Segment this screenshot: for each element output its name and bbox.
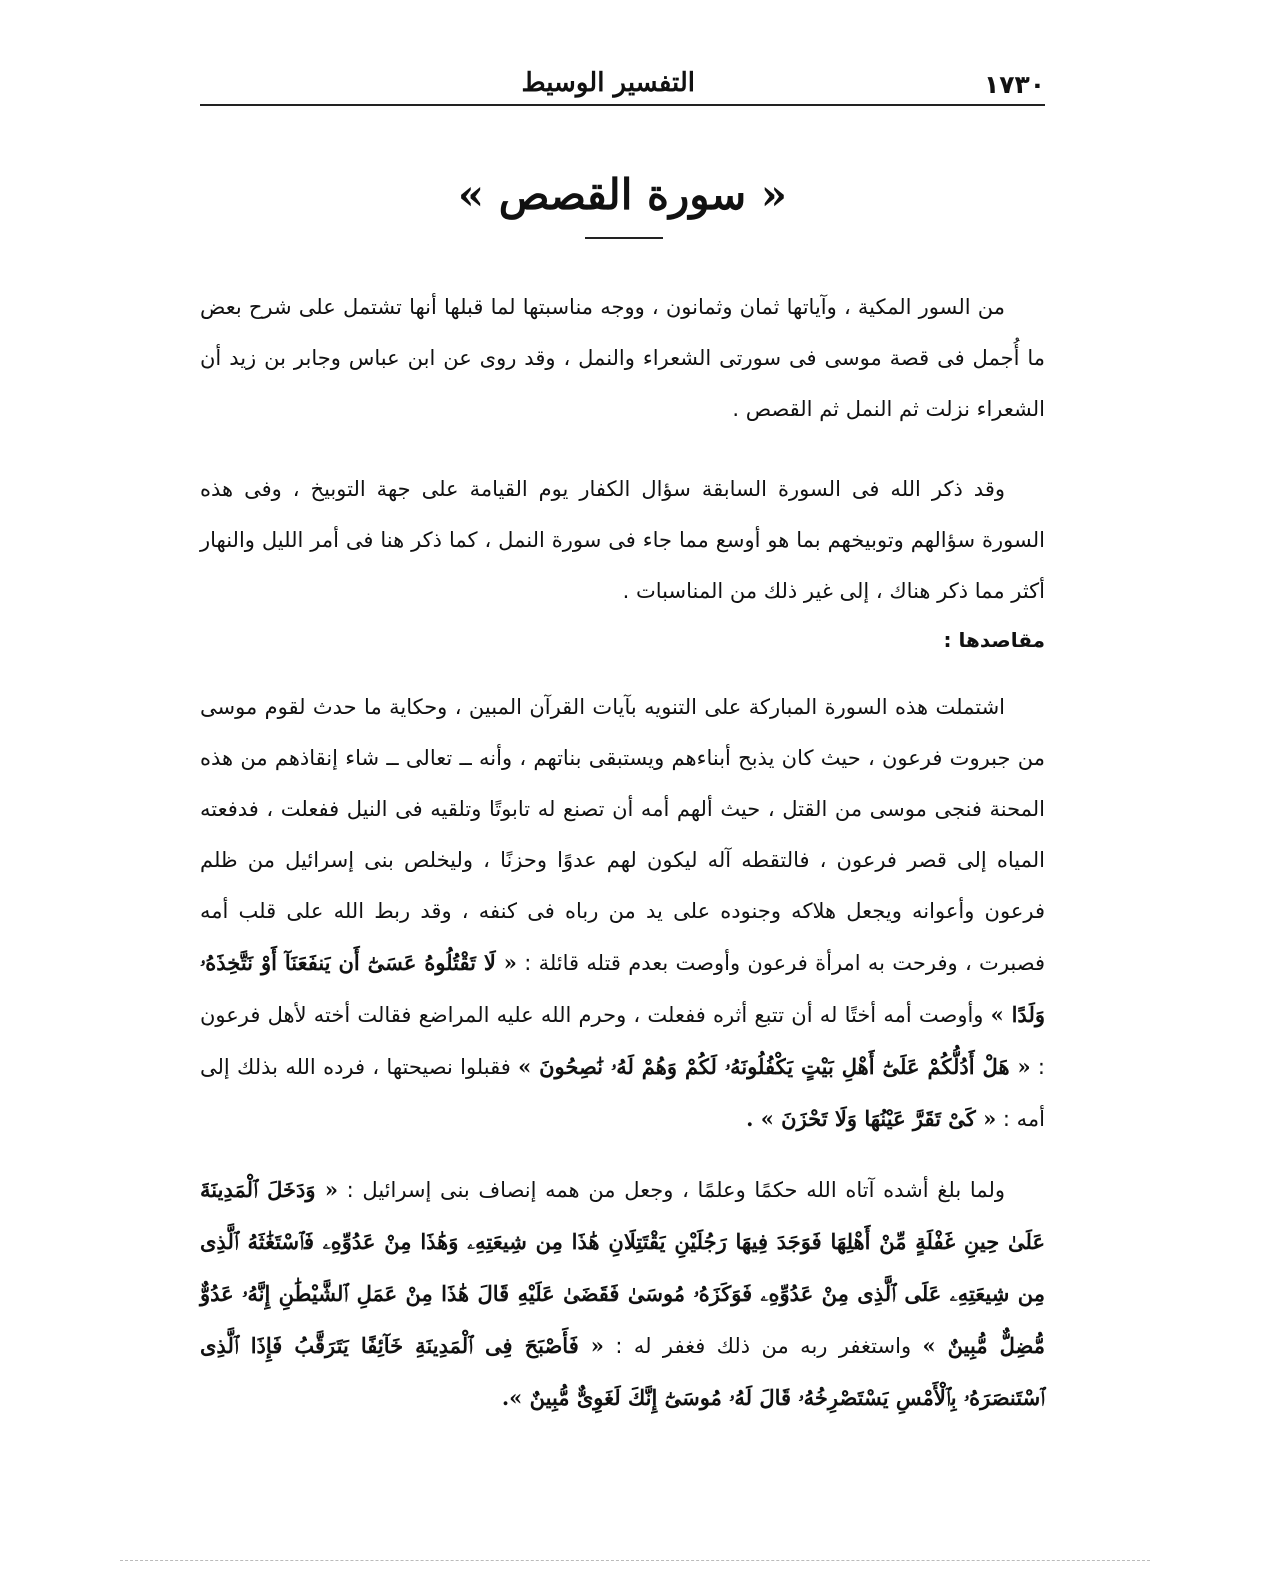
paragraph-text: فقبلوا نصيحتها ، فرده الله بذلك إلى أمه :: [200, 1055, 1045, 1131]
paragraph-text: واستغفر ربه من ذلك فغفر له :: [615, 1334, 912, 1358]
title-divider: [585, 237, 663, 239]
quran-verse: « كَىْ تَقَرَّ عَيْنُهَا وَلَا تَحْزَنَ » .: [746, 1106, 997, 1131]
header-divider: [200, 104, 1045, 106]
running-title: التفسير الوسيط: [521, 68, 695, 98]
quran-verse: « وَدَخَلَ ٱلْمَدِينَةَ عَلَىٰ حِينِ غَفْلَةٍ مِّنْ أَهْلِهَا فَوَجَدَ فِيهَا رَجُلَيْنِ يَقْتَتِلَانِ هَٰذَا مِن شِيعَتِهِۦ وَهَٰذَا مِنْ عَدُوِّهِۦ فَٱسْتَغَٰثَهُ ٱلَّذِى مِن شِيعَتِهِۦ عَلَى ٱلَّذِى مِنْ عَدُوِّهِۦ فَوَكَزَهُۥ مُوسَىٰ فَقَضَىٰ عَلَيْهِ قَالَ هَٰذَا مِنْ عَمَلِ ٱلشَّيْطَٰنِ إِنَّهُۥ عَدُوٌّ مُّضِلٌّ مُّبِينٌ »: [200, 1177, 1046, 1358]
objectives-paragraph-1: [200, 682, 1045, 1145]
intro-paragraph-1: [200, 282, 1045, 435]
paragraph-text: وأوصت أمه أختًا له أن تتبع أثره ففعلت ، وحرم الله عليه المراضع فقالت أخته لأهل فرعون :: [200, 1003, 1045, 1079]
objectives-paragraph-2: [200, 1164, 1045, 1424]
paragraph-body: [200, 682, 1045, 1145]
scan-artifact-line: [120, 1560, 1150, 1561]
section-heading-objectives: مقاصدها :: [943, 628, 1045, 652]
paragraph-text: اشتملت هذه السورة المباركة على التنويه بآيات القرآن المبين ، وحكاية ما حدث لقوم موسى من جبروت فرعون ، حيث كان يذبح أبناءهم ويستبقى بناتهم ، وأنه ــ تعالى ــ شاء إنقاذهم من هذه المحنة فنجى موسى من القتل ، حيث ألهم أمه أن تصنع له تابوتًا وتلقيه فى النيل ففعلت ، فدفعته المياه إلى قصر فرعون ، فالتقطه آله ليكون لهم عدوًا وحزنًا ، وليخلص بنى إسرائيل من ظلم فرعون وأعوانه ويجعل هلاكه وجنوده على يد من رباه فى كنفه ، وقد ربط الله على قلب أمه فصبرت ، وفرحت به امرأة فرعون وأوصت بعدم قتله قائلة :: [200, 695, 1045, 975]
paragraph-text: وقد ذكر الله فى السورة السابقة سؤال الكفار يوم القيامة على جهة التوبيخ ، وفى هذه السورة سؤالهم وتوبيخهم بما هو أوسع مما جاء فى سورة النمل ، كما ذكر هنا فى أمر الليل والنهار أكثر مما ذكر هناك ، إلى غير ذلك من المناسبات .: [200, 477, 1045, 603]
paragraph-text: ولما بلغ أشده آتاه الله حكمًا وعلمًا ، وجعل من همه إنصاف بنى إسرائيل :: [346, 1178, 1005, 1202]
page-number: ١٧٣٠: [983, 70, 1045, 99]
quran-verse: « فَأَصْبَحَ فِى ٱلْمَدِينَةِ خَآئِفًا يَتَرَقَّبُ فَإِذَا ٱلَّذِى ٱسْتَنصَرَهُۥ بِٱلْأَمْسِ يَسْتَصْرِخُهُۥ قَالَ لَهُۥ مُوسَىٰٓ إِنَّكَ لَغَوِىٌّ مُّبِينٌ ».: [200, 1333, 1045, 1410]
intro-paragraph-2: [200, 464, 1045, 617]
quran-verse: « هَلْ أَدُلُّكُمْ عَلَىٰٓ أَهْلِ بَيْتٍ يَكْفُلُونَهُۥ لَكُمْ وَهُمْ لَهُۥ نَٰصِحُونَ »: [518, 1054, 1031, 1079]
surah-title: « سورة القصص »: [457, 170, 788, 219]
paragraph-text: من السور المكية ، وآياتها ثمان وثمانون ، ووجه مناسبتها لما قبلها أنها تشتمل على شرح بعض ما أُجمل فى قصة موسى فى سورتى الشعراء والنمل ، وقد روى عن ابن عباس وجابر بن زيد أن الشعراء نزلت ثم النمل ثم القصص .: [200, 295, 1045, 421]
quran-verse: « لَا تَقْتُلُوهُ عَسَىٰٓ أَن يَنفَعَنَآ أَوْ نَتَّخِذَهُۥ وَلَدًا »: [200, 950, 1045, 1027]
paragraph-body: [200, 1164, 1045, 1424]
